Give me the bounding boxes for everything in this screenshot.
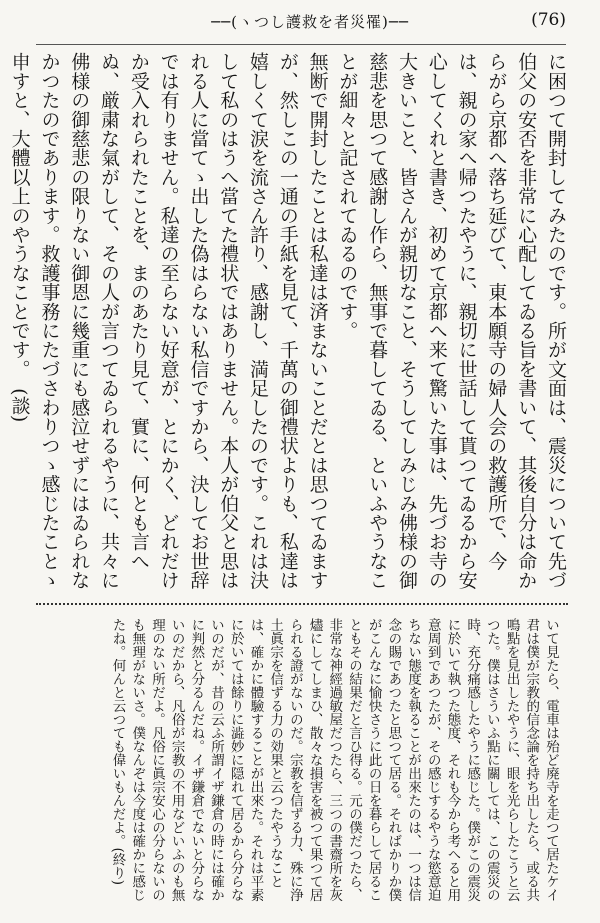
running-title: ──(ヽつし護救を者災罹)── (211, 13, 409, 31)
paragraph-text: 無断で開封したことは私達は済まないことだとは思つてゐますが、然しこの一通の手紙を見て、千萬の御禮状よりも、私達は嬉しくて涙を流さん許り、感謝し、満足したのです。これは決して私のはうへ當てた禮状ではありません。本人が伯父と思はれる人に當てゝ出した偽はらない私信ですから、決してお世辞では有りません。私達の至らない好意が、とにかく、どれだけか受入れられたことを、まのあたり見て、實に、何とも言へぬ、厳粛な氣がして、その人が言つてゐられるやうに、共々に佛様の御慈悲の限りない御恩に幾重にも感泣せずにはゐられなかつたのであります。救護事務にたづさわりつゝ感じたことゝ申すと、大體以上のやうなことです。 (8, 52, 329, 590)
header-rule (36, 44, 566, 45)
signature: (談) (8, 388, 31, 423)
paragraph: に困つて開封してみたのです。所が文面は、震災について先づ伯父の安否を非常に心配してゐる旨を書いて、其後自分は命からがら京都へ落ち延びて、東本願寺の婦人会の救護所で、今は、親の家へ帰つたやうに、親切に世話して貰つてゐるから安心してくれと書き、初めて京都へ来て驚いた事は、先づお寺の大きいこと、皆さんが親切なこと、そうしてしみじみ佛様の御慈悲を思つて感謝し作ら、無事で暮してゐる、といふやうなことが細々と記されてゐるのです。 (336, 52, 567, 590)
lower-text-block (40, 618, 560, 906)
paragraph (4, 52, 332, 594)
page-number: (76) (531, 10, 566, 30)
section-divider (36, 603, 568, 605)
paragraph: いて見たら、電車は殆ど廃寺を走つて居たケイ君は僕が宗教的信念論を持ち出したら、或る共鳴點を見出したやうに、眼を光らしたこうと云つた。僕はさういふ點に關しては、この震災の時、充分痛感したやうに感じた。僕がこの震災に於いて執つた態度、それも今から考へると用意周到であつたが、その感じするやうな慾意迫ちない態度を執ることが出來たのは、一つは信念の賜であつたと思つて居る。そればかりか僕がこんなに愉快さうに此の日を暮らして居ることもその結果だと言ひ得る。元の僕だつたら、非常な神經過敏屋だつたら、三つの書齋所を灰燼にしてしまひ、散々な損害を被つて果つて居られる證がないのだ。宗教を信ずる力、殊に浄土眞宗を信ずる力の効果と云つたやうなことは、確かに體驗することが出來た。それは平素に於いては餘りに澁妙に隠れて居るから分らないのだが、昔の云ふ所謂イザ鎌倉の時には確かに判然と分るんだね。イザ鎌倉でないと分らないのだから、凡俗が宗教の不用などいふのも無理のない所だよ。凡俗に眞宗安心の分らないのも無理がないさ。僕なんぞは今度は確かに感じたね。何んと云つても偉いもんだよ。(終り) (109, 618, 559, 902)
upper-text-block (8, 52, 570, 594)
page-header (0, 0, 600, 44)
